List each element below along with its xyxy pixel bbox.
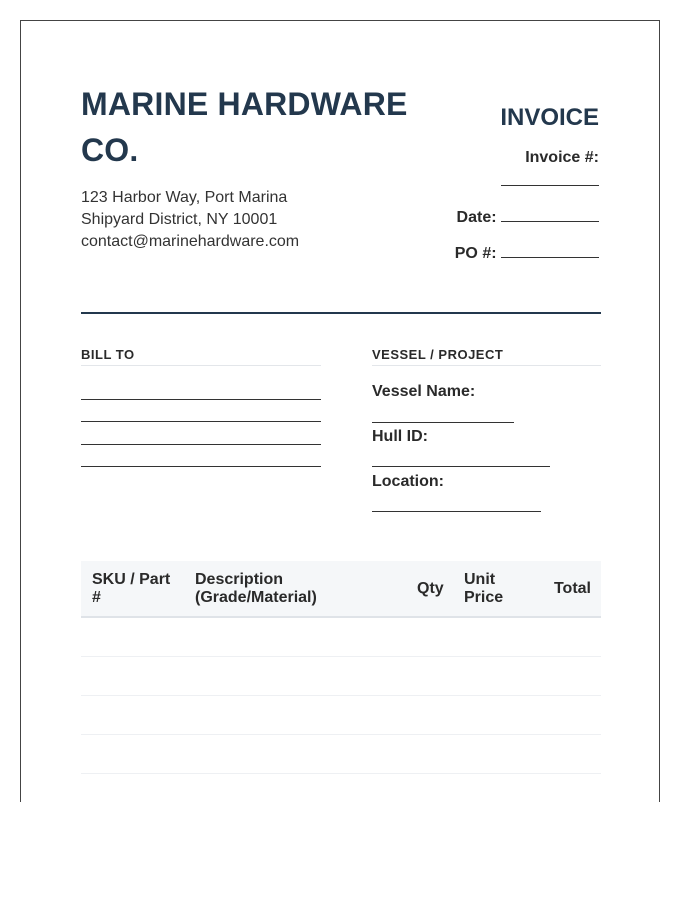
bill-to-heading: BILL TO [81,347,321,366]
po-row [455,243,599,263]
date-label: Date: [456,209,497,226]
invoice-meta [455,103,599,263]
address-line-1: 123 Harbor Way, Port Marina [81,189,288,206]
table-row[interactable] [81,735,601,774]
column-header-total: Total [553,580,591,597]
bill-to-line[interactable] [81,466,321,467]
column-header-unit-price: Unit Price [464,571,504,606]
bill-to-line[interactable] [81,421,321,422]
line-items-table [81,561,601,774]
invoice-number-blank[interactable] [501,171,599,186]
hull-id-blank[interactable] [372,466,550,467]
table-row[interactable] [81,696,601,735]
invoice-title: INVOICE [500,104,599,131]
company-email: contact@marinehardware.com [81,233,300,250]
table-row[interactable] [81,657,601,696]
bill-to-line[interactable] [81,399,321,400]
table-header [81,561,601,618]
column-header-sku: SKU / Part # [92,571,171,606]
invoice-number-row [455,149,599,167]
header-divider [81,312,601,314]
hull-id-label: Hull ID: [372,428,428,445]
vessel-project-heading: VESSEL / PROJECT [372,347,601,366]
company-address [81,187,299,253]
vessel-name-label: Vessel Name: [372,383,476,400]
date-blank[interactable] [501,207,599,222]
invoice-number-field[interactable] [455,171,599,191]
location-blank[interactable] [372,511,541,512]
vessel-name-blank[interactable] [372,422,514,423]
bill-to-line[interactable] [81,444,321,445]
invoice-sheet [20,20,660,802]
table-row[interactable] [81,618,601,657]
column-header-qty: Qty [417,580,444,597]
date-row [455,207,599,227]
column-header-description: Description (Grade/Material) [195,571,317,606]
po-label: PO #: [454,245,497,262]
location-label: Location: [372,473,444,490]
address-line-2: Shipyard District, NY 10001 [81,211,278,228]
po-blank[interactable] [501,243,599,258]
company-name: MARINE HARDWARE CO. [81,86,408,168]
invoice-number-label: Invoice #: [525,149,599,166]
